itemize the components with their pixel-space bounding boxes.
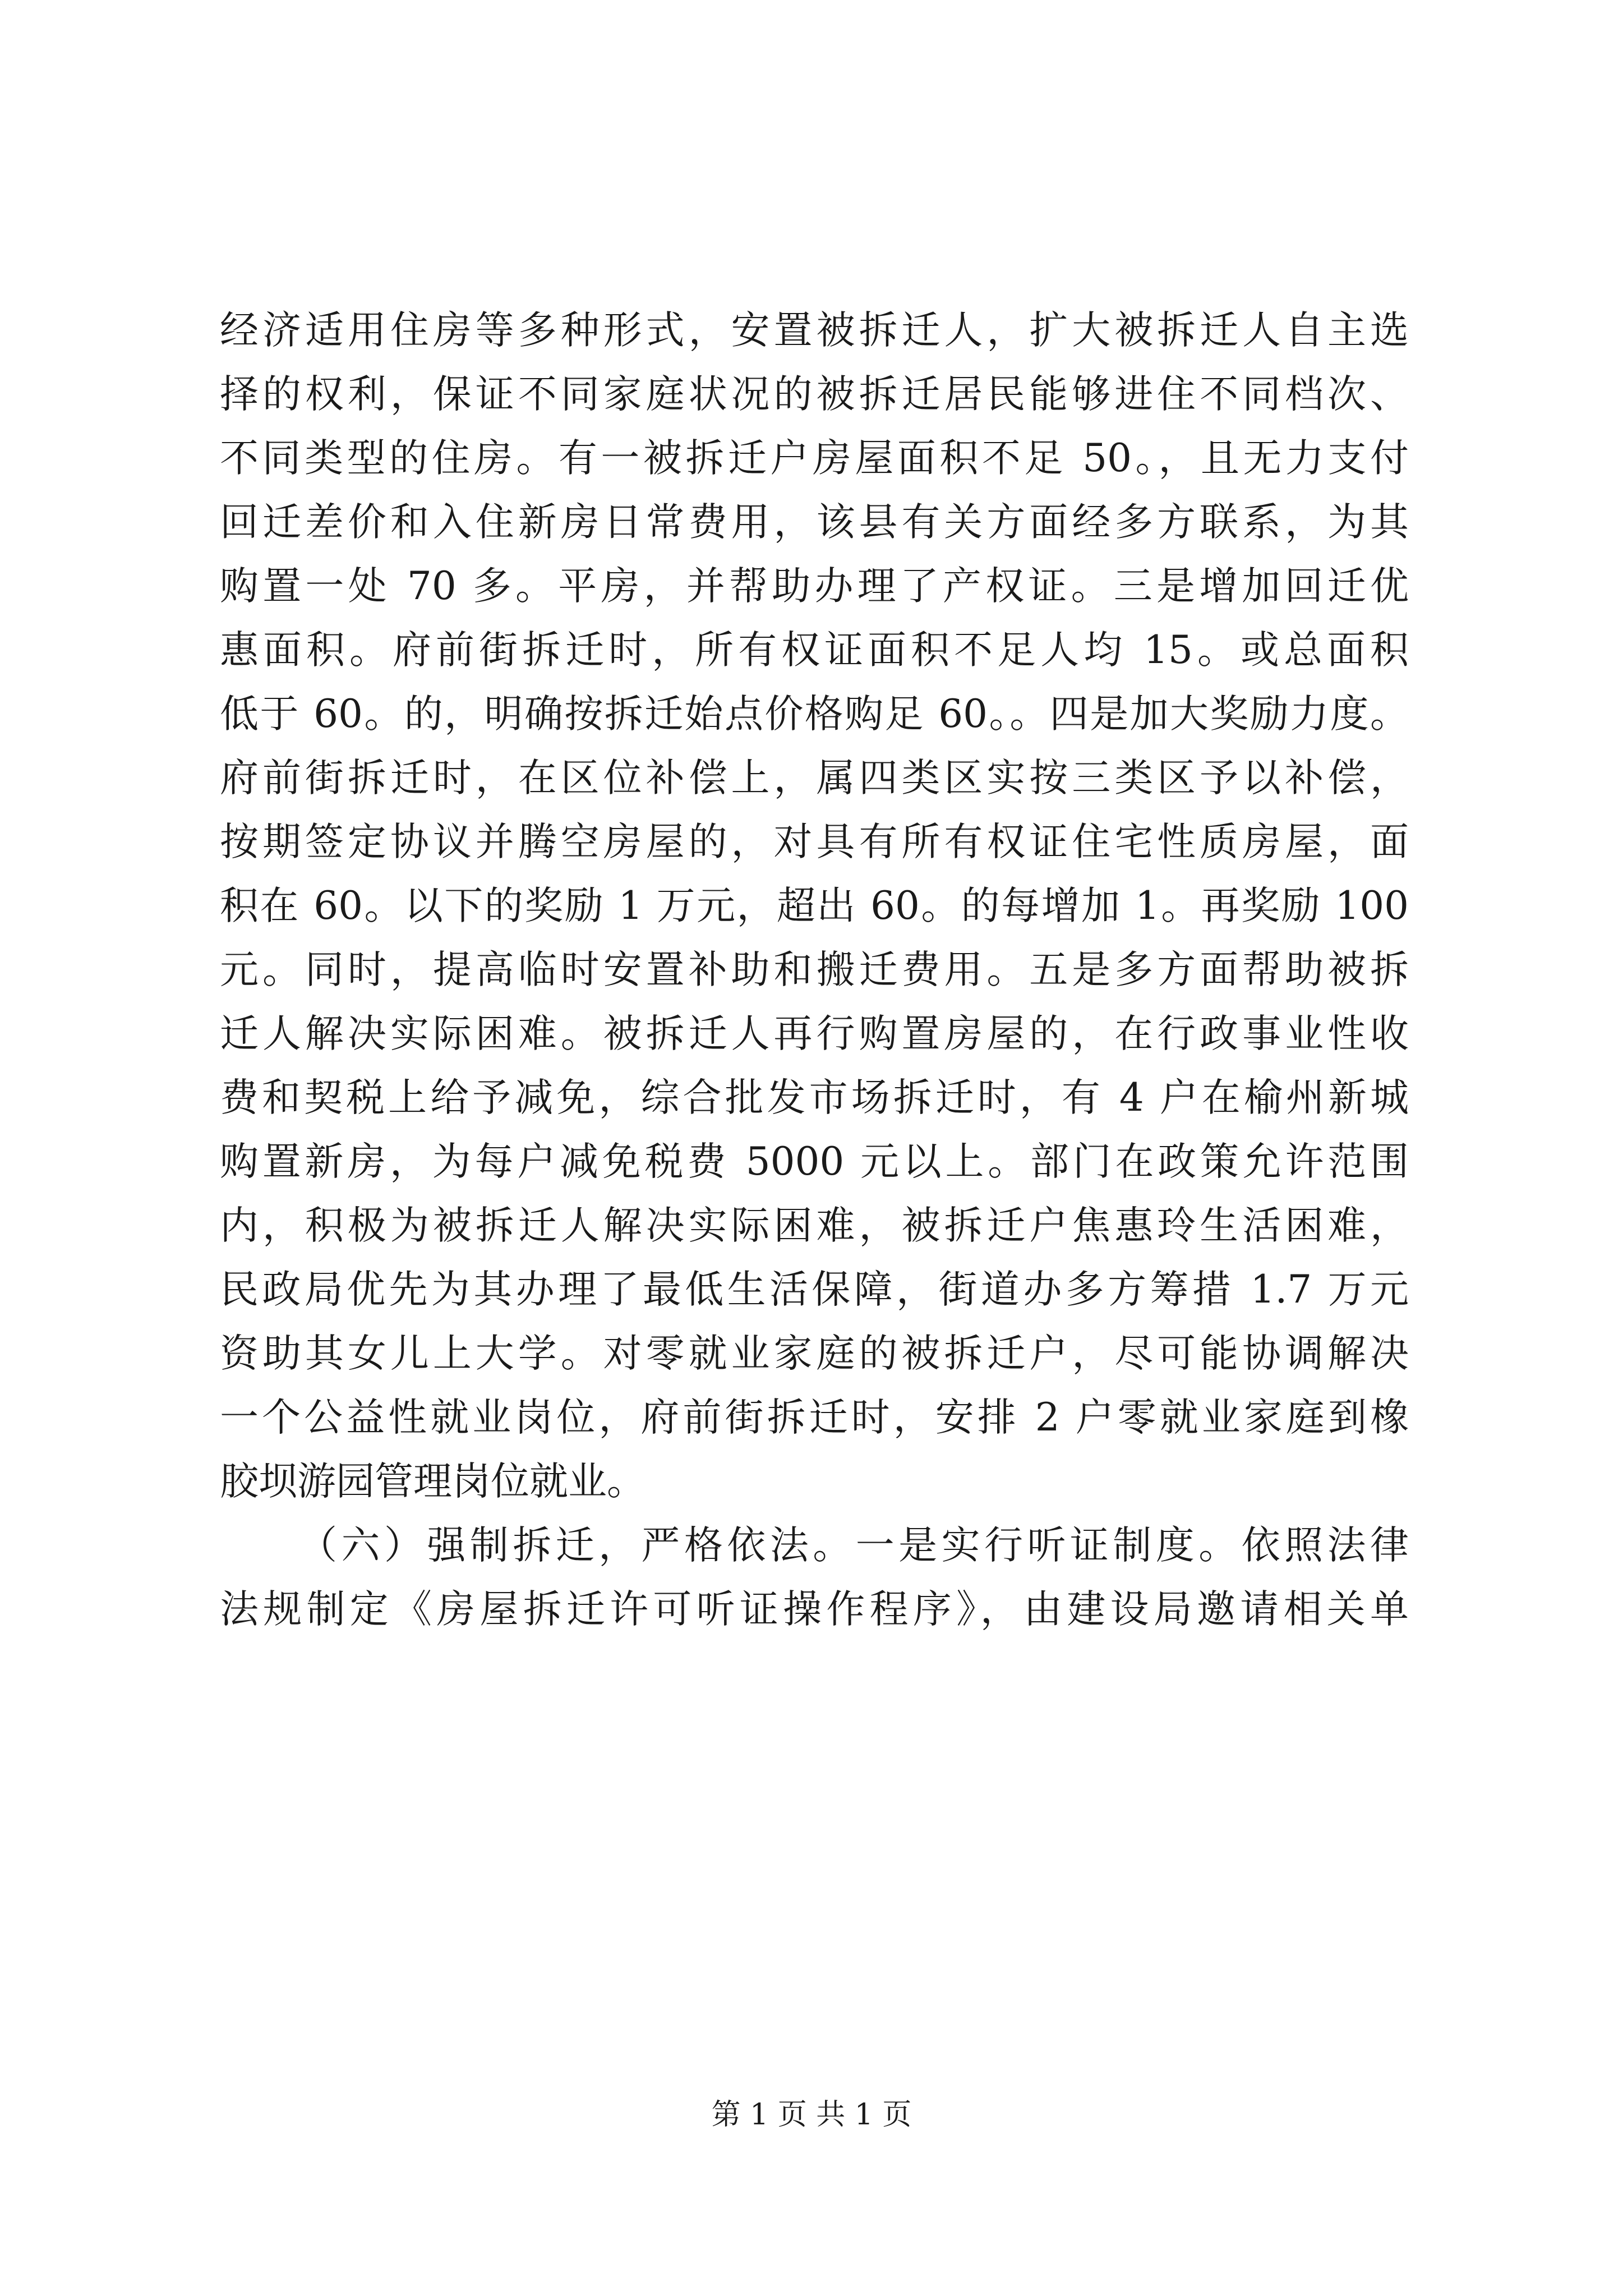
text-line: 费和契税上给予减免，综合批发市场拆迁时，有 4 户在榆州新城 bbox=[220, 1075, 1409, 1120]
text-line: 胶坝游园管理岗位就业。 bbox=[220, 1459, 645, 1504]
text-line: 府前街拆迁时，在区位补偿上，属四类区实按三类区予以补偿， bbox=[220, 756, 1409, 800]
text-line: 不同类型的住房。有一被拆迁户房屋面积不足 50。，且无力支付 bbox=[220, 436, 1409, 481]
text-line: 资助其女儿上大学。对零就业家庭的被拆迁户，尽可能协调解决 bbox=[220, 1331, 1409, 1376]
text-line: 法规制定《房屋拆迁许可听证操作程序》，由建设局邀请相关单 bbox=[220, 1587, 1409, 1632]
text-line: 内，积极为被拆迁人解决实际困难，被拆迁户焦惠玲生活困难， bbox=[220, 1203, 1409, 1248]
body-text bbox=[220, 298, 1409, 1641]
text-line: 购置一处 70 多。平房，并帮助办理了产权证。三是增加回迁优 bbox=[220, 564, 1409, 609]
text-line: 回迁差价和入住新房日常费用，该县有关方面经多方联系，为其 bbox=[220, 500, 1409, 545]
text-line: 择的权利，保证不同家庭状况的被拆迁居民能够进住不同档次、 bbox=[220, 372, 1409, 417]
text-line: 低于 60。的，明确按拆迁始点价格购足 60。。四是加大奖励力度。 bbox=[220, 692, 1409, 737]
text-line: 经济适用住房等多种形式，安置被拆迁人，扩大被拆迁人自主选 bbox=[220, 308, 1409, 353]
text-line: 按期签定协议并腾空房屋的，对具有所有权证住宅性质房屋，面 bbox=[220, 820, 1409, 864]
text-line: 迁人解决实际困难。被拆迁人再行购置房屋的，在行政事业性收 bbox=[220, 1011, 1409, 1056]
text-line: （六）强制拆迁，严格依法。一是实行听证制度。依照法律 bbox=[298, 1523, 1409, 1568]
text-line: 积在 60。以下的奖励 1 万元，超出 60。的每增加 1。再奖励 100 bbox=[220, 884, 1409, 928]
text-line: 惠面积。府前街拆迁时，所有权证面积不足人均 15。或总面积 bbox=[220, 628, 1409, 673]
text-line: 民政局优先为其办理了最低生活保障，街道办多方筹措 1.7 万元 bbox=[220, 1267, 1409, 1312]
text-line: 元。同时，提高临时安置补助和搬迁费用。五是多方面帮助被拆 bbox=[220, 947, 1409, 992]
text-line: 一个公益性就业岗位，府前街拆迁时，安排 2 户零就业家庭到橡 bbox=[220, 1395, 1409, 1440]
text-line: 购置新房，为每户减免税费 5000 元以上。部门在政策允许范围 bbox=[220, 1139, 1409, 1184]
page-number-footer: 第 1 页 共 1 页 bbox=[711, 2098, 912, 2132]
